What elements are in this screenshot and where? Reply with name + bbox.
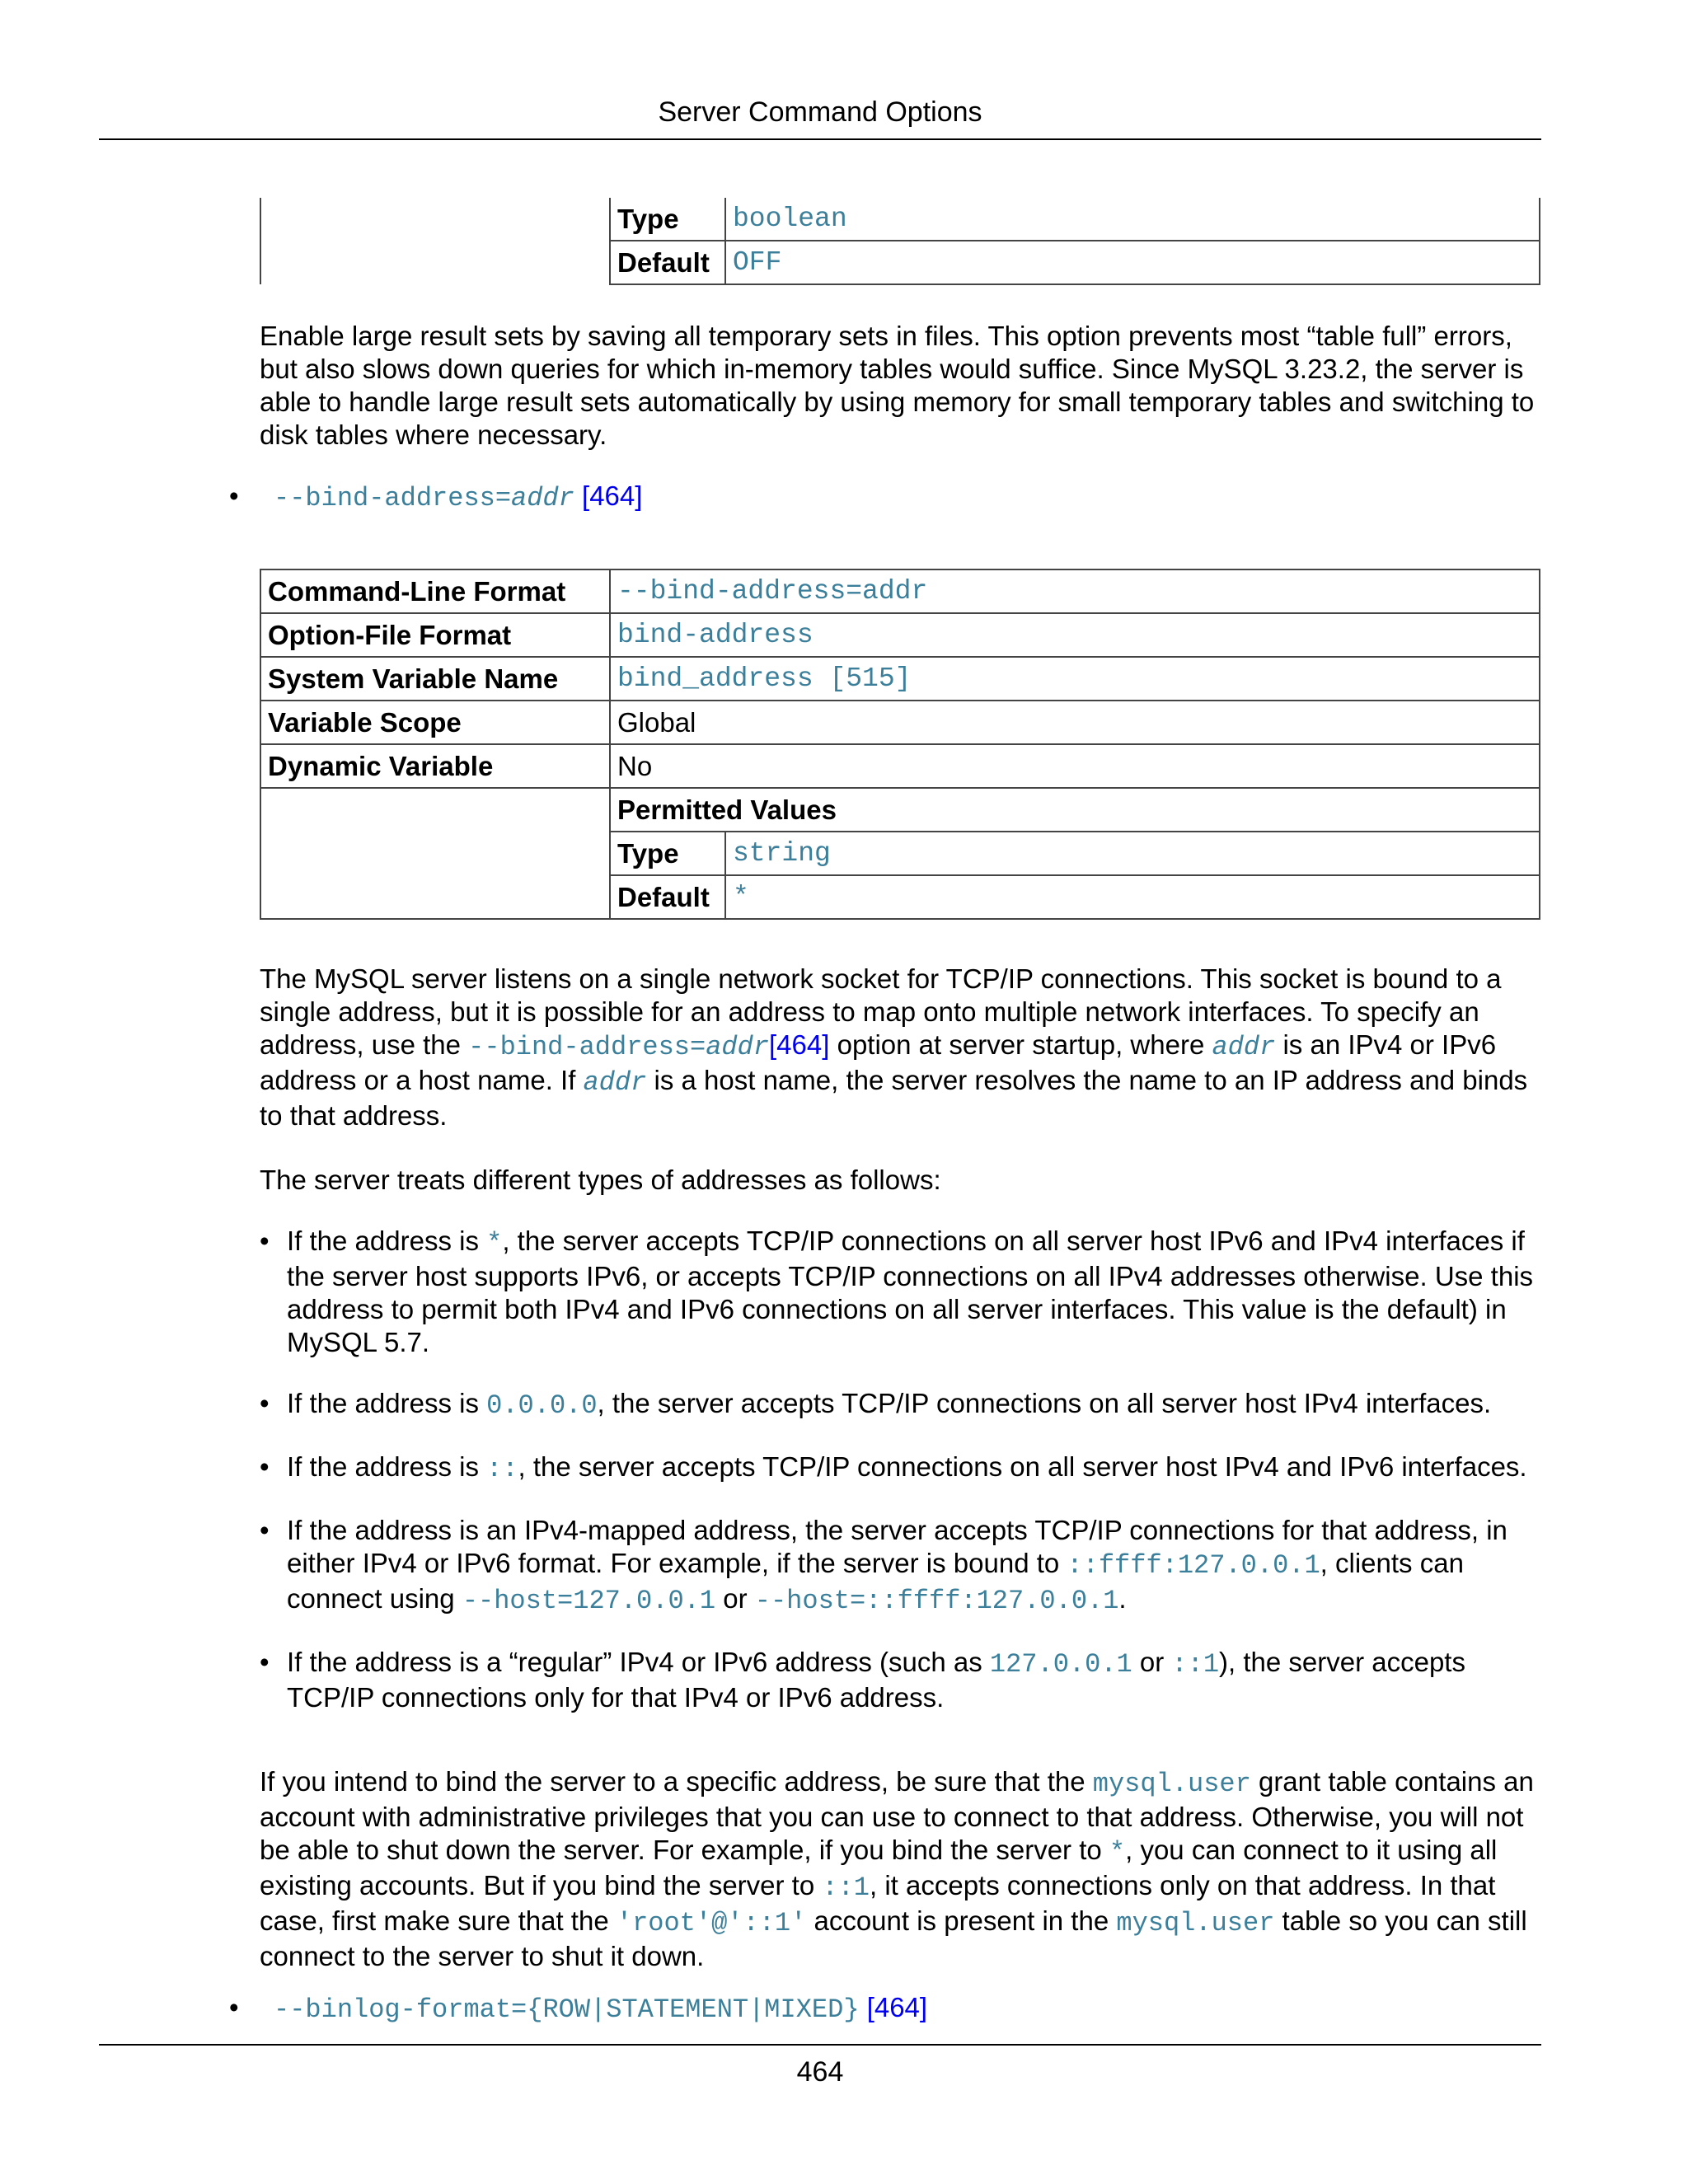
address-types-list [260,1225,1545,1742]
dynamic-variable-value: No [610,744,1540,788]
inline-code: 'root'@'::1' [616,1908,807,1938]
big-tables-description: Enable large result sets by saving all temporary sets in files. This option prevents most “table full” errors, but also slows down queries for which in-memory tables would suffice. Since MySQL 3.23.2, the server is able to handle large result sets automatically by using memory for small temporary tables and switching to disk tables where necessary. [260,321,1535,450]
variable-scope-key: Variable Scope [260,701,610,744]
page-header [99,96,1541,140]
inline-code: mysql.user [1116,1908,1275,1938]
binlog-format-ref-link[interactable]: [464] [866,1992,928,2022]
system-variable-name-key: System Variable Name [260,657,610,701]
command-line-format-value: --bind-address=addr [610,569,1540,613]
text: If the address is a “regular” IPv4 or IPv6 address (such as [287,1647,990,1677]
empty-cell [260,788,610,919]
bullet: • [229,1992,239,2022]
table-row [260,613,1540,657]
inline-code: ::1 [1171,1649,1220,1680]
option-file-format-value: bind-address [610,613,1540,657]
big-tables-options-table [260,198,1540,285]
text: grant table contains an account with administrative privileges that you can use to connect to that address. Otherwise, you will not be able to shut down the server. For example, if you bind the server to [260,1766,1534,1865]
text: The MySQL server listens on a single network socket for TCP/IP connections. This socket is bound to a single address, but it is possible for an address to map onto multiple network interfaces. To specify an address, use the [260,963,1502,1060]
dynamic-variable-key: Dynamic Variable [260,744,610,788]
bind-address-description [260,963,1545,1132]
type-key: Type [610,198,725,241]
list-item [260,1451,1545,1486]
text: account is present in the [806,1905,1117,1936]
list-item [260,1387,1545,1422]
table-row [260,788,1540,832]
address-types-intro: The server treats different types of addresses as follows: [260,1165,941,1195]
table-row [260,198,1540,241]
inline-code: mysql.user [1092,1769,1251,1799]
variable-scope-value: Global [610,701,1540,744]
inline-code: 127.0.0.1 [989,1649,1132,1680]
list-item [260,1514,1545,1618]
type-key: Type [610,832,725,875]
binlog-format-option [274,1991,927,2027]
text: If the address is [287,1451,487,1482]
default-key: Default [610,875,725,919]
text: If the address is [287,1388,487,1418]
ref-link[interactable]: [464] [769,1029,830,1060]
inline-code: 0.0.0.0 [486,1390,598,1421]
table-row [260,744,1540,788]
inline-code-arg[interactable]: addr [706,1032,770,1062]
binlog-format-code[interactable]: --binlog-format={ROW|STATEMENT|MIXED} [274,1994,860,2025]
text: is an IPv4 or IPv6 address or a host name. If [260,1029,1497,1095]
text: or [1132,1647,1172,1677]
text: . [1118,1583,1127,1614]
page-number: 464 [796,2056,844,2088]
permitted-values-heading: Permitted Values [610,788,1540,832]
system-variable-name-value[interactable]: bind_address [515] [610,657,1540,701]
text: , the server accepts TCP/IP connections on all server host IPv6 and IPv4 interfaces if the server host supports IPv6, or accepts TCP/IP connections on all IPv4 addresses otherwise. Use this address to permit both IPv4 and IPv6 connections on all server interfaces. This value is the default) in MySQL 5.7. [287,1226,1534,1357]
inline-code: * [1109,1837,1126,1868]
page-title: Server Command Options [658,96,982,128]
default-value: OFF [725,241,1540,284]
text: or [715,1583,755,1614]
text: option at server startup, where [829,1029,1212,1060]
type-value: string [725,832,1540,875]
list-item [260,1225,1545,1359]
text: If the address is an IPv4-mapped address, the server accepts TCP/IP connections for that address, in either IPv4 or IPv6 format. For example, if the server is bound to [287,1515,1507,1578]
text: , it accepts connections only on that address. In that case, first make sure that the [260,1870,1496,1936]
inline-code: --host=::ffff:127.0.0.1 [754,1586,1119,1616]
text: , the server accepts TCP/IP connections on all server host IPv4 and IPv6 interfaces. [518,1451,1527,1482]
default-key: Default [610,241,725,284]
text: , the server accepts TCP/IP connections on all server host IPv4 interfaces. [597,1388,1492,1418]
list-item [260,1646,1545,1714]
bind-address-code[interactable]: --bind-address= [274,483,512,513]
text: is a host name, the server resolves the name to an IP address and binds to that address. [260,1065,1528,1131]
inline-code[interactable]: --bind-address= [468,1032,706,1062]
empty-cell [260,198,610,284]
inline-code: * [486,1228,503,1258]
page-footer [99,2044,1541,2088]
text: ), the server accepts TCP/IP connections only for that IPv4 or IPv6 address. [287,1647,1465,1713]
inline-code: ::1 [822,1872,870,1903]
inline-code: :: [486,1454,518,1484]
bind-address-arg[interactable]: addr [511,483,574,513]
text: table so you can still connect to the server to shut it down. [260,1905,1527,1971]
text: , you can connect to it using all existing accounts. But if you bind the server to [260,1835,1498,1900]
inline-code: addr [583,1067,647,1098]
command-line-format-key: Command-Line Format [260,569,610,613]
type-value: boolean [725,198,1540,241]
text: If you intend to bind the server to a specific address, be sure that the [260,1766,1093,1797]
bind-address-ref-link[interactable]: [464] [582,480,643,511]
bind-address-options-table [260,569,1540,920]
default-value: * [725,875,1540,919]
table-row [260,701,1540,744]
bind-address-option [274,480,642,515]
text: , clients can connect using [287,1548,1464,1614]
option-file-format-key: Option-File Format [260,613,610,657]
inline-code: addr [1212,1032,1276,1062]
table-row [260,569,1540,613]
bind-specific-address-note [260,1765,1545,1973]
inline-code: --host=127.0.0.1 [462,1586,716,1616]
bullet: • [229,480,239,511]
table-row [260,657,1540,701]
inline-code: ::ffff:127.0.0.1 [1067,1550,1320,1581]
text: If the address is [287,1226,487,1256]
